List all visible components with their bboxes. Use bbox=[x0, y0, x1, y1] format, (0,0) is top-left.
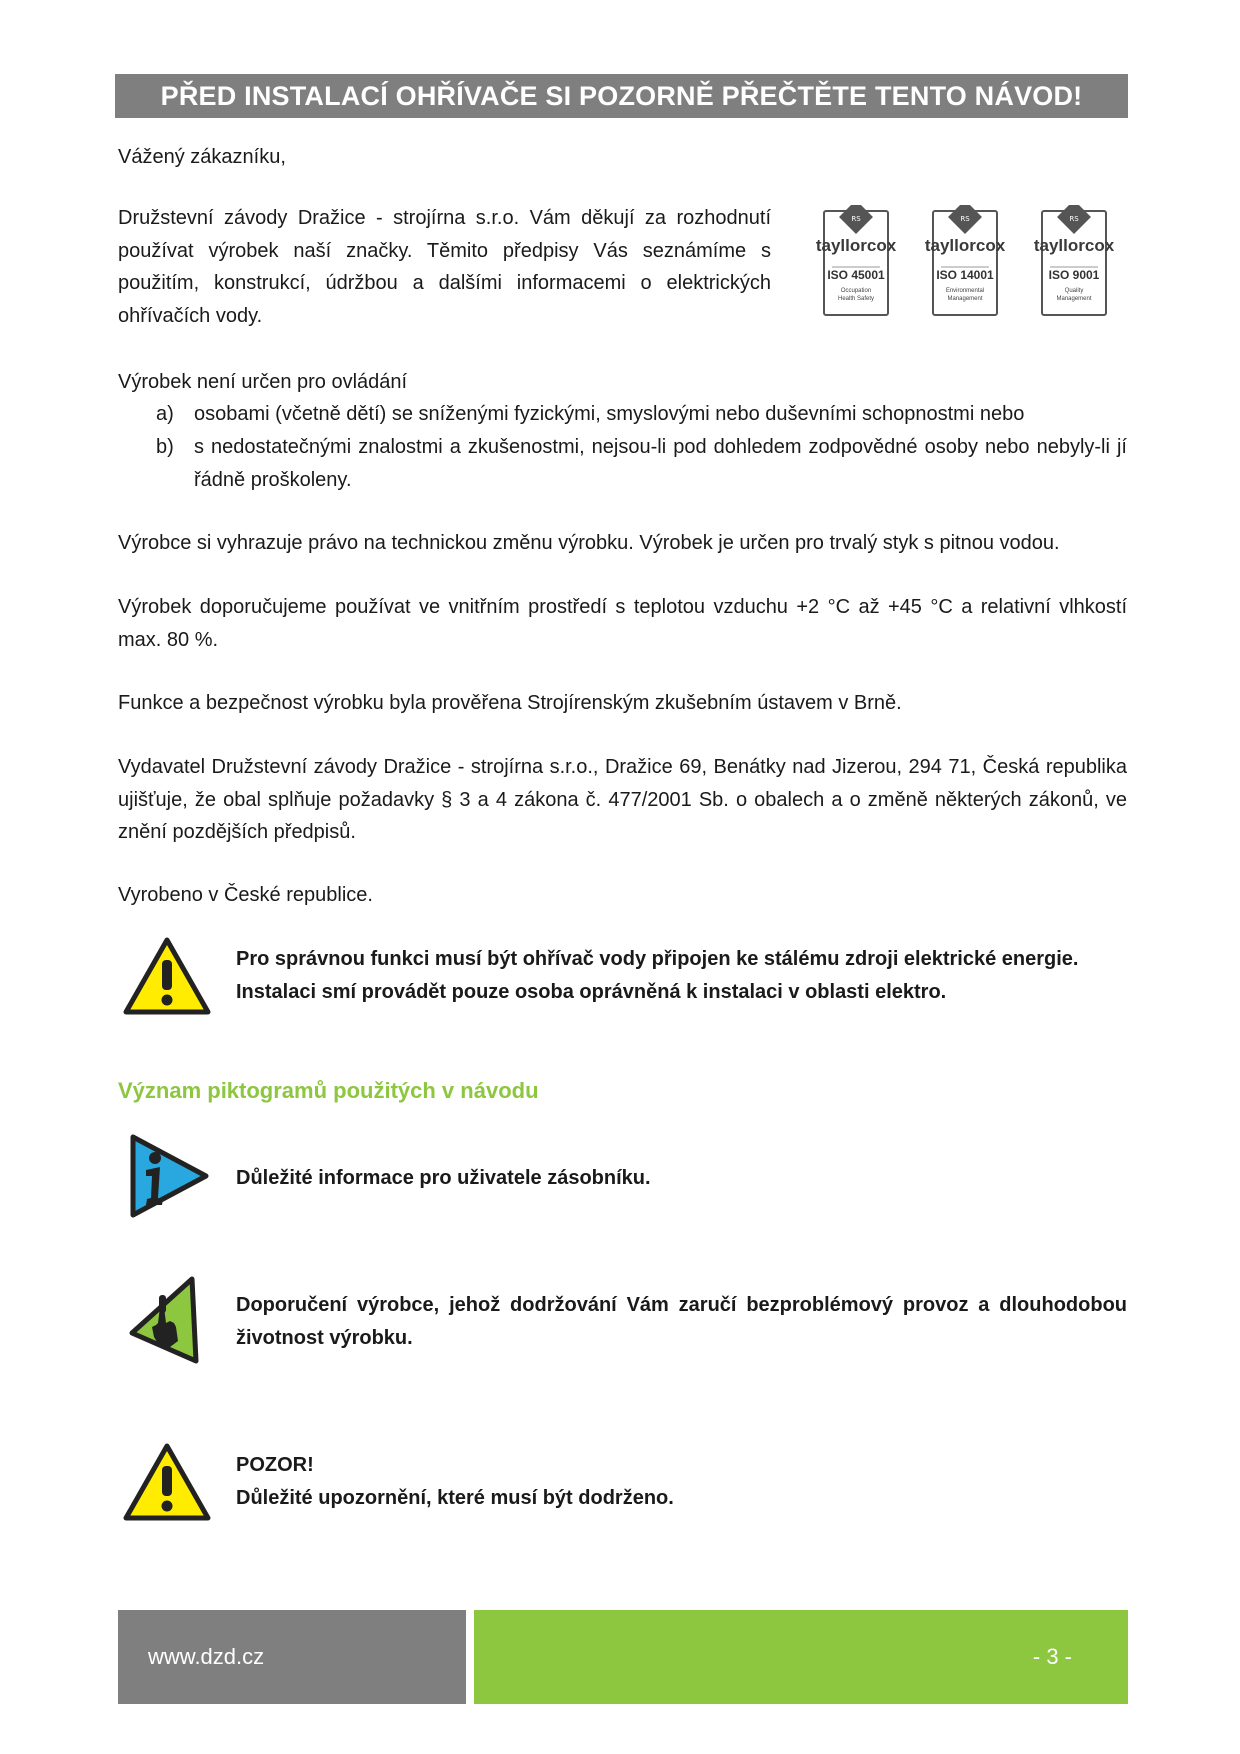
attention-title: POZOR! bbox=[236, 1454, 314, 1476]
attention-text: Důležité upozornění, které musí být dodrženo. bbox=[236, 1486, 674, 1509]
recommendation-hand-icon bbox=[126, 1275, 202, 1365]
list-item-text: s nedostatečnými znalostmi a zkušenostmi, nejsou-li pod dohledem zodpovědné osoby nebo nebyly-li jí řádně proškoleny. bbox=[194, 436, 1127, 491]
warning-icon bbox=[122, 936, 212, 1016]
footer-website-link[interactable]: www.dzd.cz bbox=[148, 1644, 265, 1669]
greeting: Vážený zákazníku, bbox=[118, 146, 286, 168]
warning-line-1: Pro správnou funkci musí být ohřívač vody připojen ke stálému zdroji elektrické energie. bbox=[236, 948, 1079, 970]
certificate-brand: tayllorcox bbox=[815, 236, 897, 255]
testing-paragraph: Funkce a bezpečnost výrobku byla prověřena Strojírenským zkušebním ústavem v Brně. bbox=[118, 692, 902, 714]
page-number: - 3 - bbox=[1032, 1644, 1072, 1669]
certificate-subtitle: Environmental Management bbox=[945, 288, 985, 302]
warning-line-2: Instalaci smí provádět pouze osoba oprávněná k instalaci v oblasti elektro. bbox=[236, 980, 947, 1003]
environment-paragraph: Výrobek doporučujeme používat ve vnitřním prostředí s teplotou vzduchu +2 °C až +45 °C a relativní vlhkostí max. 80 %. bbox=[118, 596, 1127, 651]
certificate-brand: tayllorcox bbox=[1033, 236, 1115, 255]
svg-text:RS: RS bbox=[960, 215, 970, 223]
made-in-paragraph: Vyrobeno v České republice. bbox=[118, 884, 373, 906]
certificate-subtitle: Occupation Health Safety bbox=[837, 288, 875, 302]
footer-website-bar bbox=[118, 1610, 466, 1704]
list-item bbox=[156, 398, 1127, 431]
info-pictogram-text: Důležité informace pro uživatele zásobníku. bbox=[236, 1167, 651, 1189]
publisher-paragraph: Vydavatel Družstevní závody Dražice - strojírna s.r.o., Dražice 69, Benátky nad Jizerou, 294 71, Česká republika ujišťuje, že obal splňuje požadavky § 3 a 4 zákona č. 477/2001 Sb. o obalech a o změně některých zákonů, ve znění pozdějších předpisů. bbox=[118, 756, 1127, 843]
attention-warning-icon bbox=[122, 1442, 212, 1522]
intro-paragraph: Družstevní závody Dražice - strojírna s.r.o. Vám děkují za rozhodnutí používat výrobek naší značky. Těmito předpisy Vás seznámíme s použitím, konstrukcí, údržbou a dalšími informacemi o elektrických ohřívačích vody. bbox=[118, 207, 771, 327]
certificate-iso: ISO 9001 bbox=[1048, 268, 1100, 282]
usage-intro: Výrobek není určen pro ovládání bbox=[118, 371, 408, 393]
info-icon bbox=[128, 1132, 210, 1220]
svg-text:RS: RS bbox=[1069, 215, 1079, 223]
certificate-subtitle: Quality Management bbox=[1056, 288, 1092, 302]
list-item-label: b) bbox=[156, 436, 174, 458]
certificate-iso: ISO 45001 bbox=[827, 268, 885, 282]
page-title: PŘED INSTALACÍ OHŘÍVAČE SI POZORNĚ PŘEČTĚTE TENTO NÁVOD! bbox=[160, 80, 1083, 111]
list-item bbox=[156, 431, 1127, 496]
recommendation-pictogram-text: Doporučení výrobce, jehož dodržování Vám zaručí bezproblémový provoz a dlouhodobou životnost výrobku. bbox=[236, 1294, 1127, 1349]
page-title-banner bbox=[115, 74, 1128, 118]
footer-page-bar bbox=[474, 1610, 1128, 1704]
pictograms-section-title: Význam piktogramů použitých v návodu bbox=[118, 1078, 539, 1103]
electrical-warning bbox=[236, 943, 1127, 1008]
list-item-label: a) bbox=[156, 403, 174, 425]
technical-change-paragraph: Výrobce si vyhrazuje právo na technickou změnu výrobku. Výrobek je určen pro trvalý styk s pitnou vodou. bbox=[118, 532, 1060, 554]
list-item-text: osobami (včetně dětí) se sníženými fyzickými, smyslovými nebo duševními schopnostmi nebo bbox=[194, 403, 1025, 425]
certificate-brand: tayllorcox bbox=[924, 236, 1006, 255]
attention-pictogram-text bbox=[236, 1449, 1127, 1514]
certificate-iso: ISO 14001 bbox=[936, 268, 994, 282]
svg-text:RS: RS bbox=[851, 215, 861, 223]
